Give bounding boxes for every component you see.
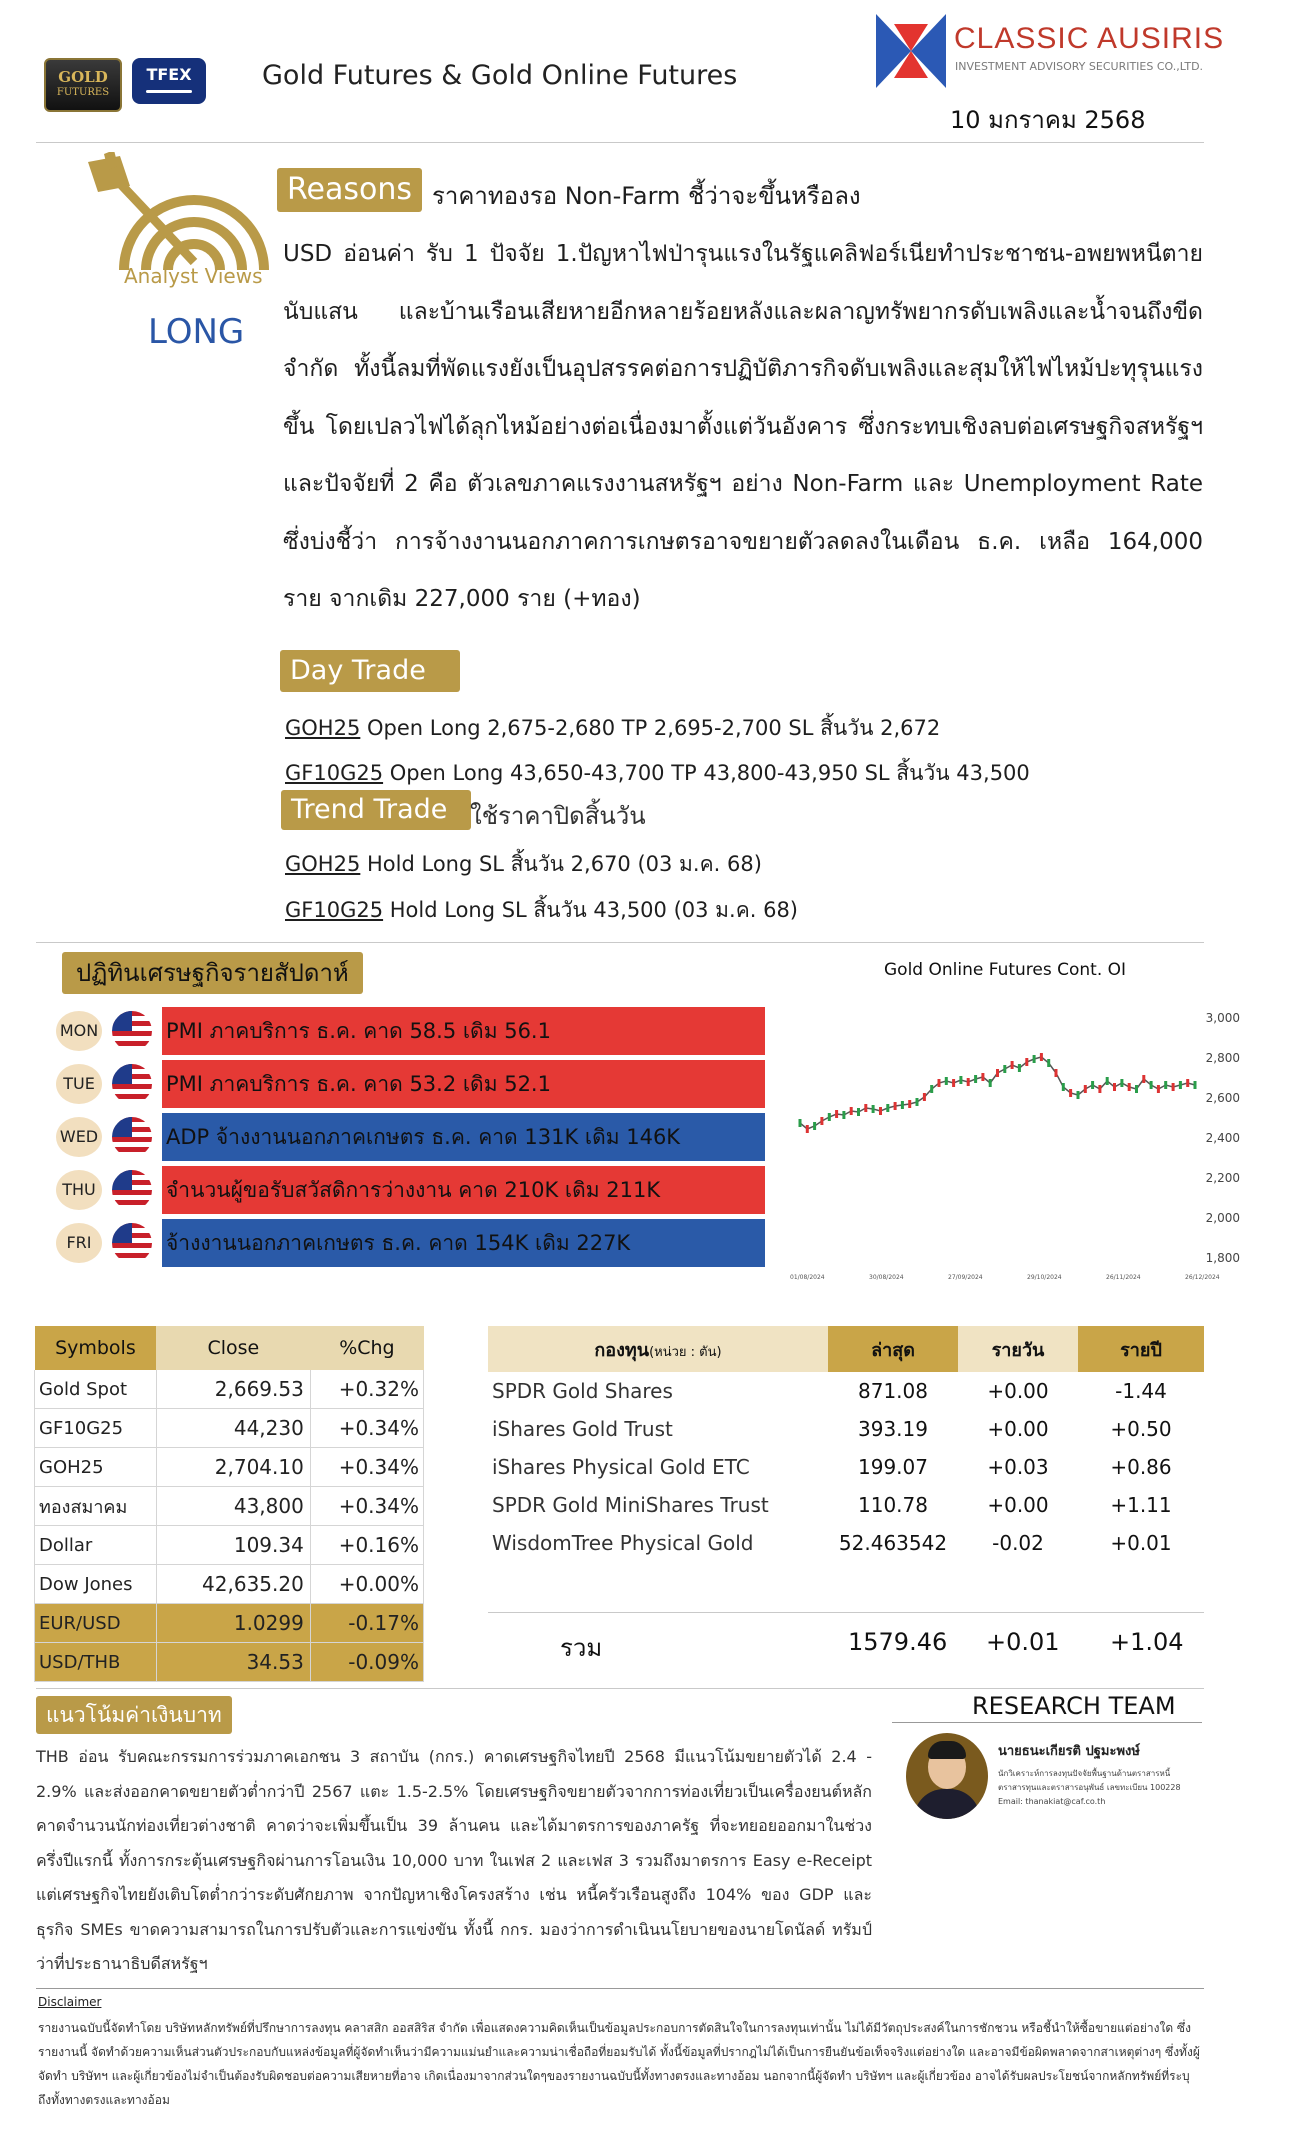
calendar-event: จำนวนผู้ขอรับสวัสดิการว่างงาน คาด 210K เดิม 211K	[162, 1166, 765, 1214]
calendar-event: ADP จ้างงานนอกภาคเกษตร ธ.ค. คาด 131K เดิม 146K	[162, 1113, 765, 1161]
daily-header: รายวัน	[958, 1326, 1078, 1372]
fund-latest: 110.78	[858, 1493, 928, 1517]
fund-daily: -0.02	[992, 1531, 1044, 1555]
day-badge: FRI	[56, 1223, 102, 1263]
analyst-avatar	[906, 1733, 988, 1819]
data-point	[864, 1104, 867, 1112]
data-point	[1018, 1064, 1021, 1072]
day-trade-line-1	[285, 712, 940, 745]
data-point	[1157, 1085, 1160, 1093]
x-tick-label: 01/08/2024	[790, 1274, 825, 1281]
fund-name: WisdomTree Physical Gold	[492, 1531, 754, 1555]
analyst-title-line2: ตราสารทุนและตราสารอนุพันธ์ เลขทะเบียน 100228	[998, 1783, 1181, 1792]
target-arrow-icon	[84, 152, 274, 272]
symbol-name: EUR/USD	[35, 1604, 157, 1643]
company-name: CLASSIC AUSIRIS	[954, 22, 1225, 55]
day-badge: TUE	[56, 1064, 102, 1104]
fund-latest: 871.08	[858, 1379, 928, 1403]
data-point	[820, 1117, 823, 1125]
data-point	[1186, 1079, 1189, 1087]
y-tick-label: 2,800	[1205, 1051, 1240, 1065]
fund-total-latest: 1579.46	[848, 1628, 948, 1656]
data-point	[1128, 1083, 1131, 1091]
x-tick-label: 27/09/2024	[948, 1274, 983, 1281]
baht-body: THB อ่อน รับคณะกรรมการร่วมภาคเอกชน 3 สถาบัน (กกร.) คาดเศรษฐกิจไทยปี 2568 มีแนวโน้มขยายตัวได้ 2.4 - 2.9% และส่งออกคาดขยายตัวต่ำกว่าปี 2567 แตะ 1.5-2.5% โดยเศรษฐกิจขยายตัวจากการท่องเที่ยวเป็นเครื่องยนต์หลัก คาดจำนวนนักท่องเที่ยวต่างชาติ คาดว่าจะเพิ่มขึ้นเป็น 39 ล้านคน และได้มาตรการของภาครัฐ ที่จะทยอยออกมาในช่วงครึ่งปีแรกนี้ ทั้งการกระตุ้นเศรษฐกิจผ่านการโอนเงิน 10,000 บาท ในเฟส 2 และเฟส 3 รวมถึงมาตรการ Easy e-Receipt แต่เศรษฐกิจไทยยังเติบโตต่ำกว่าระดับศักยภาพ จากปัญหาเชิงโครงสร้าง เช่น หนี้ครัวเรือนสูงถึง 104% ของ GDP และธุรกิจ SMEs ขาดความสามารถในการปรับตัวและการแข่งขัน ทั้งนี้ กกร. มองว่าการดำเนินนโยบายของนายโดนัลด์ ทรัมป์ ว่าที่ประธานาธิบดีสหรัฐฯ	[36, 1747, 872, 1973]
symbols-table	[34, 1326, 424, 1682]
data-point	[1164, 1081, 1167, 1089]
table-row	[35, 1643, 424, 1682]
data-point	[1098, 1085, 1101, 1093]
data-point	[842, 1111, 845, 1119]
fund-yearly: -1.44	[1115, 1379, 1167, 1403]
data-point	[1179, 1081, 1182, 1089]
header-divider	[36, 142, 1204, 143]
data-point	[923, 1093, 926, 1101]
table-row	[35, 1604, 424, 1643]
data-point	[938, 1079, 941, 1087]
oi-line-chart	[770, 995, 1250, 1295]
y-tick-label: 2,000	[1205, 1211, 1240, 1225]
fund-daily: +0.00	[987, 1417, 1049, 1441]
data-point	[857, 1108, 860, 1116]
data-point	[930, 1085, 933, 1093]
table-row	[35, 1487, 424, 1526]
data-point	[945, 1077, 948, 1085]
data-point	[996, 1069, 999, 1077]
fund-header-label: กองทุน	[594, 1339, 650, 1361]
data-point	[1033, 1055, 1036, 1063]
day-trade-detail: Open Long 43,650-43,700 TP 43,800-43,950 SL สิ้นวัน 43,500	[383, 761, 1030, 785]
symbol-name: GF10G25	[35, 1409, 157, 1448]
fund-daily: +0.00	[987, 1493, 1049, 1517]
day-badge: WED	[56, 1117, 102, 1157]
trend-trade-detail: Hold Long SL สิ้นวัน 2,670 (03 ม.ค. 68)	[360, 852, 762, 876]
fund-name: iShares Physical Gold ETC	[492, 1455, 750, 1479]
tfex-logo	[132, 58, 206, 104]
data-point	[872, 1105, 875, 1113]
symbol-change: +0.00%	[310, 1565, 423, 1604]
symbol-name: Dollar	[35, 1526, 157, 1565]
fund-total-yearly: +1.04	[1110, 1628, 1184, 1656]
disclaimer-title: Disclaimer	[38, 1995, 102, 2009]
table-row	[35, 1409, 424, 1448]
symbol-change: +0.34%	[310, 1409, 423, 1448]
calendar-event: PMI ภาคบริการ ธ.ค. คาด 58.5 เดิม 56.1	[162, 1007, 765, 1055]
table-row	[35, 1370, 424, 1409]
yearly-header: รายปี	[1078, 1326, 1204, 1372]
company-logo-mark	[876, 14, 946, 88]
symbol-close: 2,669.53	[156, 1370, 310, 1409]
symbols-header: Symbols	[35, 1326, 157, 1370]
data-point	[813, 1122, 816, 1130]
fund-latest: 393.19	[858, 1417, 928, 1441]
x-tick-label: 30/08/2024	[869, 1274, 904, 1281]
us-flag-icon	[112, 1223, 152, 1263]
fund-total-divider	[488, 1612, 1204, 1613]
fund-yearly: +0.86	[1110, 1455, 1172, 1479]
data-point	[886, 1104, 889, 1112]
symbol-close: 109.34	[156, 1526, 310, 1565]
data-point	[1194, 1081, 1197, 1089]
data-point	[1047, 1059, 1050, 1067]
data-point	[1077, 1091, 1080, 1099]
data-point	[916, 1098, 919, 1106]
us-flag-icon	[112, 1170, 152, 1210]
data-point	[952, 1079, 955, 1087]
x-tick-label: 26/11/2024	[1106, 1274, 1141, 1281]
data-point	[1040, 1053, 1043, 1061]
calendar-tag: ปฏิทินเศรษฐกิจรายสัปดาห์	[62, 952, 363, 994]
data-point	[959, 1076, 962, 1084]
gold-futures-logo	[44, 58, 122, 112]
symbol-name: USD/THB	[35, 1643, 157, 1682]
logo-gold-text: GOLD	[58, 68, 108, 86]
trend-trade-tag: Trend Trade	[281, 790, 471, 830]
analyst-title-line1: นักวิเคราะห์การลงทุนปัจจัยพื้นฐานด้านตราสารหนี้	[998, 1769, 1171, 1778]
calendar-event: PMI ภาคบริการ ธ.ค. คาด 53.2 เดิม 52.1	[162, 1060, 765, 1108]
fund-name: iShares Gold Trust	[492, 1417, 673, 1441]
table-row	[488, 1524, 1204, 1562]
fund-total-daily: +0.01	[986, 1628, 1060, 1656]
data-point	[1069, 1089, 1072, 1097]
disclaimer-divider	[36, 1988, 1204, 1989]
table-row	[488, 1372, 1204, 1410]
report-date: 10 มกราคม 2568	[950, 106, 1146, 134]
fund-yearly: +0.50	[1110, 1417, 1172, 1441]
symbol-close: 2,704.10	[156, 1448, 310, 1487]
day-trade-symbol: GF10G25	[285, 761, 384, 785]
trend-trade-line-2	[285, 894, 798, 927]
data-point	[850, 1107, 853, 1115]
symbol-close: 42,635.20	[156, 1565, 310, 1604]
symbol-change: -0.09%	[310, 1643, 423, 1682]
symbol-name: Dow Jones	[35, 1565, 157, 1604]
symbol-change: -0.17%	[310, 1604, 423, 1643]
data-point	[1055, 1069, 1058, 1077]
symbol-name: GOH25	[35, 1448, 157, 1487]
day-trade-line-2	[285, 757, 1030, 790]
data-point	[1142, 1075, 1145, 1083]
fund-daily: +0.00	[987, 1379, 1049, 1403]
x-tick-label: 26/12/2024	[1185, 1274, 1220, 1281]
symbol-change: +0.34%	[310, 1448, 423, 1487]
reasons-tag: Reasons	[277, 168, 422, 212]
data-point	[828, 1113, 831, 1121]
data-point	[1025, 1058, 1028, 1066]
research-team-title: RESEARCH TEAM	[972, 1692, 1176, 1720]
chart-title: Gold Online Futures Cont. OI	[884, 960, 1127, 980]
company-subtitle: INVESTMENT ADVISORY SECURITIES CO.,LTD.	[955, 60, 1204, 73]
symbol-change: +0.16%	[310, 1526, 423, 1565]
section-divider	[36, 1688, 1204, 1689]
data-point	[1091, 1081, 1094, 1089]
symbol-close: 1.0299	[156, 1604, 310, 1643]
data-point	[989, 1079, 992, 1087]
table-row	[488, 1448, 1204, 1486]
analyst-view-position: LONG	[148, 312, 245, 352]
table-row	[488, 1410, 1204, 1448]
us-flag-icon	[112, 1117, 152, 1157]
analyst-email: Email: thanakiat@caf.co.th	[998, 1797, 1106, 1806]
latest-header: ล่าสุด	[828, 1326, 958, 1372]
analyst-views-label: Analyst Views	[124, 264, 263, 288]
table-row	[35, 1565, 424, 1604]
page-title: Gold Futures & Gold Online Futures	[262, 60, 738, 91]
day-trade-tag: Day Trade	[280, 650, 460, 692]
reasons-body: USD อ่อนค่า รับ 1 ปัจจัย 1.ปัญหาไฟป่ารุนแรงในรัฐแคลิฟอร์เนียทำประชาชน-อพยพหนีตายนับแสน และบ้านเรือนเสียหายอีกหลายร้อยหลังและผลาญทรัพยากรดับเพลิงและน้ำจนถึงขีดจำกัด ทั้งนี้ลมที่พัดแรงยังเป็นอุปสรรคต่อการปฏิบัติภารกิจดับเพลิงและสุมให้ไฟไหม้ปะทุรุนแรงขึ้น โดยเปลวไฟได้ลุกไหม้อย่างต่อเนื่องมาตั้งแต่วันอังคาร ซึ่งกระทบเชิงลบต่อเศรษฐกิจสหรัฐฯ และปัจจัยที่ 2 คือ ตัวเลขภาคแรงงานสหรัฐฯ อย่าง Non-Farm และ Unemployment Rate ซึ่งบ่งชี้ว่า การจ้างงานนอกภาคการเกษตรอาจขยายตัวลดลงในเดือน ธ.ค. เหลือ 164,000 ราย จากเดิม 227,000 ราย (+ทอง)	[283, 241, 1203, 612]
reasons-headline: ราคาทองรอ Non-Farm ชี้ว่าจะขึ้นหรือลง	[432, 182, 861, 210]
fund-header-unit: (หน่วย : ตัน)	[649, 1344, 722, 1360]
fund-yearly: +0.01	[1110, 1531, 1172, 1555]
data-point	[1003, 1065, 1006, 1073]
symbol-name: ทองสมาคม	[35, 1487, 157, 1526]
data-point	[1135, 1085, 1138, 1093]
data-point	[1011, 1061, 1014, 1069]
data-point	[1120, 1079, 1123, 1087]
data-point	[901, 1101, 904, 1109]
x-tick-label: 29/10/2024	[1027, 1274, 1062, 1281]
data-point	[894, 1102, 897, 1110]
logo-futures-text: FUTURES	[56, 87, 110, 98]
fund-daily: +0.03	[987, 1455, 1049, 1479]
data-point	[806, 1125, 809, 1133]
disclaimer-body: รายงานฉบับนี้จัดทำโดย บริษัทหลักทรัพย์ที่ปรึกษาการลงทุน คลาสสิก ออสสิริส จำกัด เพื่อแสดงความคิดเห็นเป็นข้อมูลประกอบการตัดสินใจในการลงทุนเท่านั้น ไม่ได้มีวัตถุประสงค์ในการชักชวน หรือชี้นำให้ซื้อขายแต่อย่างใด ซึ่งรายงานนี้ จัดทำด้วยความเห็นส่วนตัวประกอบกับแหล่งข้อมูลที่ผู้จัดทำเห็นว่ามีความแม่นยำและความน่าเชื่อถือที่ยอมรับได้ ทั้งนี้ข้อมูลที่ปรากฎไม่ได้เป็นการยืนยันข้อเท็จจริงแต่อย่างใด และอาจมีข้อผิดพลาดจากสาเหตุต่างๆ ซึ่งทั้งผู้จัดทำ บริษัทฯ และผู้เกี่ยวข้องไม่จำเป็นต้องรับผิดชอบต่อความเสียหายที่อาจ เกิดเนื่องมาจากส่วนใดๆของรายงานฉบับนี้ทั้งทางตรงและทางอ้อม นอกจากนี้ผู้จัดทำ บริษัทฯ และผู้เกี่ยวข้อง อาจได้รับผลประโยชน์จากหลักทรัพย์ที่ระบุถึงทั้งทางตรงและทางอ้อม	[38, 2021, 1200, 2107]
table-row	[35, 1448, 424, 1487]
data-point	[1172, 1083, 1175, 1091]
fund-latest: 52.463542	[838, 1531, 948, 1555]
data-point	[799, 1119, 802, 1127]
fund-header	[488, 1326, 828, 1372]
chg-header: %Chg	[310, 1326, 423, 1370]
trend-trade-symbol: GF10G25	[285, 898, 384, 922]
data-point	[835, 1110, 838, 1118]
y-tick-label: 2,400	[1205, 1131, 1240, 1145]
logo-tfex-text: TFEX	[146, 65, 192, 84]
data-point	[1062, 1083, 1065, 1091]
data-point	[908, 1100, 911, 1108]
fund-total-label: รวม	[560, 1634, 603, 1662]
baht-tag: แนวโน้มค่าเงินบาท	[36, 1696, 232, 1734]
trend-trade-line-1	[285, 848, 762, 881]
fund-name: SPDR Gold Shares	[492, 1379, 673, 1403]
fund-name: SPDR Gold MiniShares Trust	[492, 1493, 769, 1517]
calendar-event: จ้างงานนอกภาคเกษตร ธ.ค. คาด 154K เดิม 227K	[162, 1219, 765, 1267]
fund-latest: 199.07	[858, 1455, 928, 1479]
fund-yearly: +1.11	[1110, 1493, 1172, 1517]
y-tick-label: 2,600	[1205, 1091, 1240, 1105]
data-point	[1150, 1081, 1153, 1089]
day-badge: MON	[56, 1011, 102, 1051]
symbol-close: 43,800	[156, 1487, 310, 1526]
y-tick-label: 1,800	[1205, 1251, 1240, 1265]
research-divider	[892, 1722, 1202, 1723]
data-point	[1084, 1085, 1087, 1093]
y-tick-label: 3,000	[1205, 1011, 1240, 1025]
trend-trade-symbol: GOH25	[285, 852, 361, 876]
research-details	[998, 1740, 1208, 1809]
data-point	[1113, 1083, 1116, 1091]
y-tick-label: 2,200	[1205, 1171, 1240, 1185]
data-point	[967, 1078, 970, 1086]
table-row	[488, 1486, 1204, 1524]
us-flag-icon	[112, 1011, 152, 1051]
day-badge: THU	[56, 1170, 102, 1210]
day-trade-symbol: GOH25	[285, 716, 361, 740]
symbol-change: +0.34%	[310, 1487, 423, 1526]
symbol-close: 34.53	[156, 1643, 310, 1682]
section-divider	[36, 942, 1204, 943]
day-trade-detail: Open Long 2,675-2,680 TP 2,695-2,700 SL สิ้นวัน 2,672	[360, 716, 941, 740]
data-point	[1106, 1077, 1109, 1085]
analyst-name: นายธนะเกียรติ ปฐมะพงษ์	[998, 1744, 1140, 1759]
gold-funds-table	[488, 1326, 1204, 1562]
trend-trade-note: ใช้ราคาปิดสิ้นวัน	[470, 802, 646, 830]
table-row	[35, 1526, 424, 1565]
trend-trade-detail: Hold Long SL สิ้นวัน 43,500 (03 ม.ค. 68)	[383, 898, 799, 922]
data-point	[879, 1107, 882, 1115]
symbol-close: 44,230	[156, 1409, 310, 1448]
data-point	[974, 1075, 977, 1083]
symbol-name: Gold Spot	[35, 1370, 157, 1409]
symbol-change: +0.32%	[310, 1370, 423, 1409]
close-header: Close	[156, 1326, 310, 1370]
data-point	[981, 1073, 984, 1081]
us-flag-icon	[112, 1064, 152, 1104]
